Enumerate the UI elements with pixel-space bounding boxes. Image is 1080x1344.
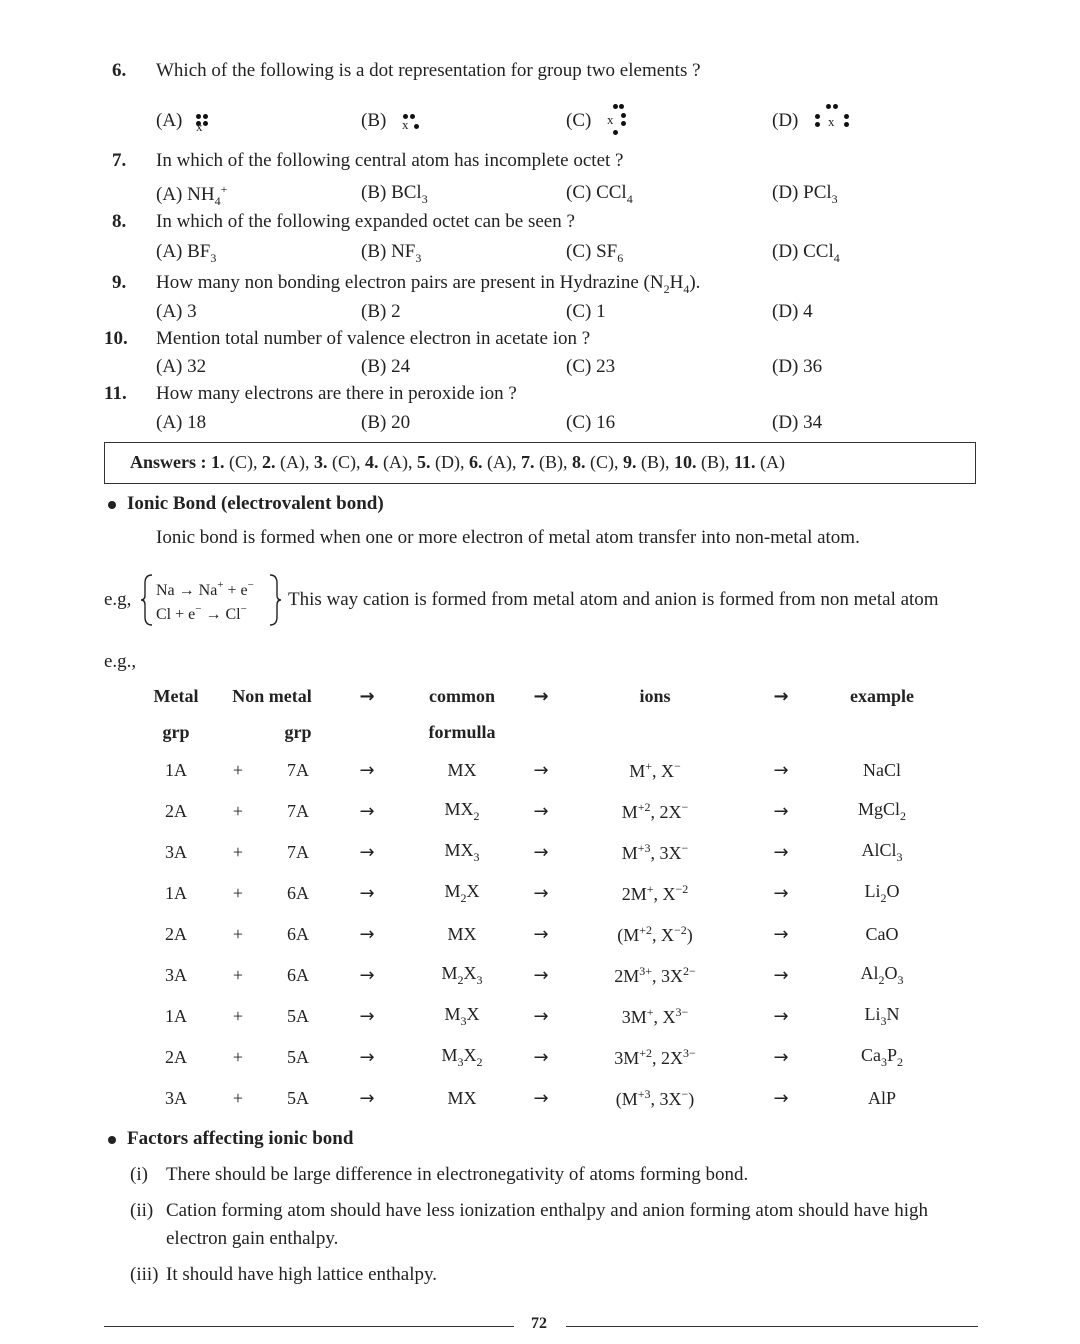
q6-option-c-label: (C) <box>566 110 592 131</box>
plus-sign: + <box>232 1088 244 1108</box>
cell-nonmetal-group: 6A <box>287 883 309 903</box>
q8-text: In which of the following expanded octet can be seen ? <box>156 211 575 232</box>
q7-option-c-label: (C) CCl <box>566 182 627 203</box>
q6-option-a-label: (A) <box>156 110 183 131</box>
subheader-nonmetal-grp: grp <box>284 721 312 742</box>
q8-number: 8. <box>112 211 127 232</box>
q9-text-end: ). <box>689 272 701 293</box>
table-row <box>140 1078 952 1119</box>
answer-num: 9. <box>623 452 637 472</box>
q9-option-a: (A) 3 <box>156 301 197 322</box>
q7-option-d-label: (D) PCl <box>772 182 832 203</box>
arrow-icon: → <box>773 842 789 863</box>
plus-sign: + <box>232 924 244 944</box>
arrow-icon: → <box>359 760 375 781</box>
q7-option-b: (B) BCl$_3$ <box>361 182 428 206</box>
answer-value: (A), <box>487 452 517 472</box>
answer-num: 2. <box>262 452 276 472</box>
answer-num: 7. <box>521 452 535 472</box>
q6-text: Which of the following is a dot representation for group two elements ? <box>156 60 701 81</box>
factors-heading: Factors affecting ionic bond <box>127 1128 354 1149</box>
answer-value: (D), <box>435 452 465 472</box>
cell-metal-group: 1A <box>165 760 187 780</box>
subheader-metal-grp: grp <box>162 721 190 742</box>
answer-num: 4. <box>365 452 379 472</box>
q10-option-d: (D) 36 <box>772 356 823 377</box>
table-row <box>140 750 952 791</box>
cell-metal-group: 2A <box>165 1047 187 1067</box>
eg-label-2: e.g., <box>104 651 137 672</box>
arrow-icon: → <box>533 685 549 707</box>
q8-option-a: (A) $BF_3$ <box>156 241 217 265</box>
q6-number: 6. <box>112 60 127 81</box>
cell-ions: $M^{+2}$, 2X− <box>621 800 689 822</box>
ionic-heading: Ionic Bond (electrovalent bond) <box>127 493 384 514</box>
footer-rule-left <box>104 1326 514 1327</box>
q8-option-b-label: (B) NF <box>361 241 416 262</box>
cell-metal-group: 3A <box>165 965 187 985</box>
page-number: 72 <box>531 1315 547 1332</box>
arrow-icon: → <box>773 1088 789 1109</box>
equation-chlorine-product: → Cl <box>205 606 241 623</box>
bullet-icon <box>108 1136 116 1144</box>
answer-value: (A) <box>760 452 786 472</box>
cell-formula: $M_3X$ <box>444 1004 480 1028</box>
plus-sign: + <box>232 1006 244 1026</box>
answers-text <box>130 452 785 473</box>
table-row <box>140 955 952 996</box>
equation-sodium: Na → Na+ + e− <box>156 579 254 599</box>
table-subheader-row <box>140 714 952 750</box>
cell-example: $Al_2O_3$ <box>860 963 904 987</box>
q6-option-d-label: (D) <box>772 110 799 131</box>
header-metal: Metal <box>153 685 199 706</box>
cell-example: AlP <box>867 1088 896 1108</box>
cell-metal-group: 3A <box>165 842 187 862</box>
arrow-icon: → <box>773 924 789 945</box>
q6-option-b-label: (B) <box>361 110 387 131</box>
factor-3-text: It should have high lattice enthalpy. <box>166 1264 438 1285</box>
q11-number: 11. <box>104 383 127 404</box>
footer-rule-right <box>566 1326 978 1327</box>
cell-example: $Li_3N$ <box>864 1004 900 1028</box>
arrow-icon: → <box>533 1047 549 1068</box>
arrow-icon: → <box>773 685 789 707</box>
cell-example: CaO <box>865 924 899 944</box>
cell-nonmetal-group: 5A <box>287 1088 309 1108</box>
cell-formula: MX <box>447 760 477 780</box>
cell-metal-group: 2A <box>165 924 187 944</box>
arrow-icon: → <box>533 965 549 986</box>
factor-2-text-cont: electron gain enthalpy. <box>166 1228 339 1249</box>
cell-formula: $M_3X_2$ <box>441 1045 483 1069</box>
arrow-icon: → <box>533 801 549 822</box>
q9-option-b: (B) 2 <box>361 301 401 322</box>
cell-ions: $3M^{+2}$, $2X^{3-}$ <box>614 1046 696 1068</box>
arrow-icon: → <box>533 760 549 781</box>
subheader-formula: formulla <box>428 721 496 742</box>
q11-option-d: (D) 34 <box>772 412 823 433</box>
plus-sign: + <box>232 801 244 821</box>
cell-ions: 2M+, $X^{-2}$ <box>621 882 689 904</box>
q8-option-b: (B) $NF_3$ <box>361 241 422 265</box>
arrow-icon: → <box>773 760 789 781</box>
q9-option-c: (C) 1 <box>566 301 606 322</box>
arrow-icon: → <box>359 924 375 945</box>
cell-ions: M+, X− <box>629 759 681 781</box>
cell-ions: $M^{+3}$, 3X− <box>621 841 689 863</box>
q7-option-d: (D) PCl$_3$ <box>772 182 838 206</box>
q7-option-b-label: (B) BCl <box>361 182 422 203</box>
q6-option-d-dot-structure: x <box>812 102 852 132</box>
answer-value: (C), <box>332 452 361 472</box>
answer-num: 8. <box>572 452 586 472</box>
arrow-icon: → <box>533 1006 549 1027</box>
cell-example: NaCl <box>863 760 901 780</box>
q6-option-a-dot-structure: x <box>195 110 215 134</box>
q6-option-a <box>156 110 182 132</box>
cell-nonmetal-group: 6A <box>287 924 309 944</box>
table-row <box>140 914 952 955</box>
q7-option-a-label: (A) NH <box>156 184 215 205</box>
arrow-icon: → <box>359 965 375 986</box>
q9-text-main: How many non bonding electron pairs are present in Hydrazine (N <box>156 272 664 293</box>
arrow-icon: → <box>773 1006 789 1027</box>
plus-sign: + <box>232 1047 244 1067</box>
q8-option-a-label: (A) BF <box>156 241 211 262</box>
cell-nonmetal-group: 5A <box>287 1006 309 1026</box>
cell-metal-group: 1A <box>165 883 187 903</box>
cell-formula: MX <box>447 1088 477 1108</box>
cell-nonmetal-group: 7A <box>287 760 309 780</box>
answer-num: 5. <box>417 452 431 472</box>
answer-value: (A), <box>383 452 413 472</box>
q11-option-a: (A) 18 <box>156 412 207 433</box>
cell-formula: MX <box>447 924 477 944</box>
left-brace-icon <box>140 573 154 627</box>
cell-formula: $M_2X_3$ <box>441 963 483 987</box>
q7-number: 7. <box>112 150 127 171</box>
arrow-icon: → <box>533 842 549 863</box>
answer-value: (B), <box>539 452 568 472</box>
q8-option-c: (C) $SF_6$ <box>566 241 624 265</box>
cell-example: MgCl$_2$ <box>857 799 906 823</box>
q10-option-a: (A) 32 <box>156 356 207 377</box>
factor-1-number: (i) <box>130 1164 148 1185</box>
cell-metal-group: 3A <box>165 1088 187 1108</box>
arrow-icon: → <box>533 1088 549 1109</box>
q6-option-c <box>566 110 591 132</box>
factor-1-text: There should be large difference in electronegativity of atoms forming bond. <box>166 1164 749 1185</box>
plus-sign: + <box>232 965 244 985</box>
cell-example: AlCl$_3$ <box>861 840 903 864</box>
factor-2-number: (ii) <box>130 1200 154 1221</box>
answers-label: Answers : <box>130 452 207 472</box>
eg-label-1: e.g, <box>104 589 132 610</box>
q8-option-c-label: (C) SF <box>566 241 618 262</box>
cell-formula: $MX_3$ <box>444 840 480 864</box>
q8-option-d-label: (D) CCl <box>772 241 834 262</box>
q11-option-b: (B) 20 <box>361 412 411 433</box>
q6-option-c-dot-structure: x <box>605 102 631 138</box>
equation-chlorine-text: Cl + e <box>156 606 196 623</box>
cell-metal-group: 2A <box>165 801 187 821</box>
header-non-metal <box>212 678 332 714</box>
arrow-icon: → <box>359 685 375 707</box>
cell-nonmetal-group: 6A <box>287 965 309 985</box>
arrow-icon: → <box>359 1088 375 1109</box>
answer-value: (B), <box>641 452 670 472</box>
q11-option-c: (C) 16 <box>566 412 616 433</box>
arrow-icon: → <box>773 1047 789 1068</box>
q10-option-b: (B) 24 <box>361 356 411 377</box>
header-common: common <box>429 685 495 706</box>
answer-value: (B), <box>701 452 730 472</box>
table-row <box>140 1037 952 1078</box>
q7-option-a: (A) $NH_4^+$ <box>156 182 228 208</box>
arrow-icon: → <box>773 883 789 904</box>
q11-text: How many electrons are there in peroxide ion ? <box>156 383 517 404</box>
eg-explanation: This way cation is formed from metal atom and anion is formed from non metal atom <box>288 589 939 610</box>
factor-3-number: (iii) <box>130 1264 159 1285</box>
q6-option-b-dot-structure: x <box>400 110 424 134</box>
arrow-icon: → <box>359 1047 375 1068</box>
arrow-icon: → <box>359 842 375 863</box>
bullet-icon <box>108 501 116 509</box>
ionic-compounds-table <box>140 678 952 1119</box>
cell-ions: 3M+, $X^{3-}$ <box>621 1005 689 1027</box>
header-example: example <box>850 685 914 706</box>
cell-formula: $MX_2$ <box>444 799 480 823</box>
q6-option-d <box>772 110 798 132</box>
arrow-icon: → <box>359 883 375 904</box>
plus-sign: + <box>232 842 244 862</box>
answer-value: (C), <box>590 452 619 472</box>
plus-sign: + <box>232 883 244 903</box>
answer-value: (C), <box>229 452 258 472</box>
header-ions: ions <box>639 685 671 706</box>
cell-nonmetal-group: 7A <box>287 842 309 862</box>
cell-example: $Li_2O$ <box>864 881 900 905</box>
answer-num: 3. <box>314 452 328 472</box>
factor-2-text: Cation forming atom should have less ionization enthalpy and anion forming atom should have high <box>166 1200 928 1221</box>
q8-option-d: (D) CCl$_4$ <box>772 241 840 265</box>
table-row <box>140 873 952 914</box>
cell-ions: $2M^{3+}$, $3X^{2-}$ <box>614 964 696 986</box>
cell-formula: $M_2X$ <box>444 881 480 905</box>
answer-num: 11. <box>734 452 756 472</box>
answer-num: 1. <box>211 452 225 472</box>
right-brace-icon <box>268 573 282 627</box>
header-non-metal-label: Non metal <box>232 685 312 706</box>
answer-num: 6. <box>469 452 483 472</box>
arrow-icon: → <box>773 965 789 986</box>
q10-option-c: (C) 23 <box>566 356 616 377</box>
equation-sodium-text: Na → Na <box>156 582 218 599</box>
arrow-icon: → <box>533 924 549 945</box>
table-row <box>140 996 952 1037</box>
answers-box <box>104 442 976 484</box>
q7-option-c: (C) CCl$_4$ <box>566 182 633 206</box>
arrow-icon: → <box>359 801 375 822</box>
table-header-row <box>140 678 952 714</box>
answer-num: 10. <box>674 452 697 472</box>
arrow-icon: → <box>359 1006 375 1027</box>
cell-ions: ($M^{+2}$, $X^{-2}$) <box>617 923 693 945</box>
q6-option-b <box>361 110 386 132</box>
plus-sign: + <box>232 760 244 780</box>
cell-nonmetal-group: 7A <box>287 801 309 821</box>
q10-text: Mention total number of valence electron in acetate ion ? <box>156 328 591 349</box>
q9-option-d: (D) 4 <box>772 301 813 322</box>
table-row <box>140 832 952 873</box>
cell-ions: ($M^{+3}$, 3X−) <box>615 1087 695 1109</box>
cell-metal-group: 1A <box>165 1006 187 1026</box>
arrow-icon: → <box>773 801 789 822</box>
table-row <box>140 791 952 832</box>
q9-text: How many non bonding electron pairs are present in Hydrazine $(N_2H_4)$. <box>156 272 701 296</box>
q10-number: 10. <box>104 328 128 349</box>
q7-text: In which of the following central atom has incomplete octet ? <box>156 150 624 171</box>
equation-chlorine: Cl + e− → Cl− <box>156 603 247 623</box>
q9-number: 9. <box>112 272 127 293</box>
arrow-icon: → <box>533 883 549 904</box>
cell-example: $Ca_3P_2$ <box>860 1045 903 1069</box>
cell-nonmetal-group: 5A <box>287 1047 309 1067</box>
ionic-definition: Ionic bond is formed when one or more electron of metal atom transfer into non-metal atom. <box>156 527 860 548</box>
answer-value: (A), <box>280 452 310 472</box>
